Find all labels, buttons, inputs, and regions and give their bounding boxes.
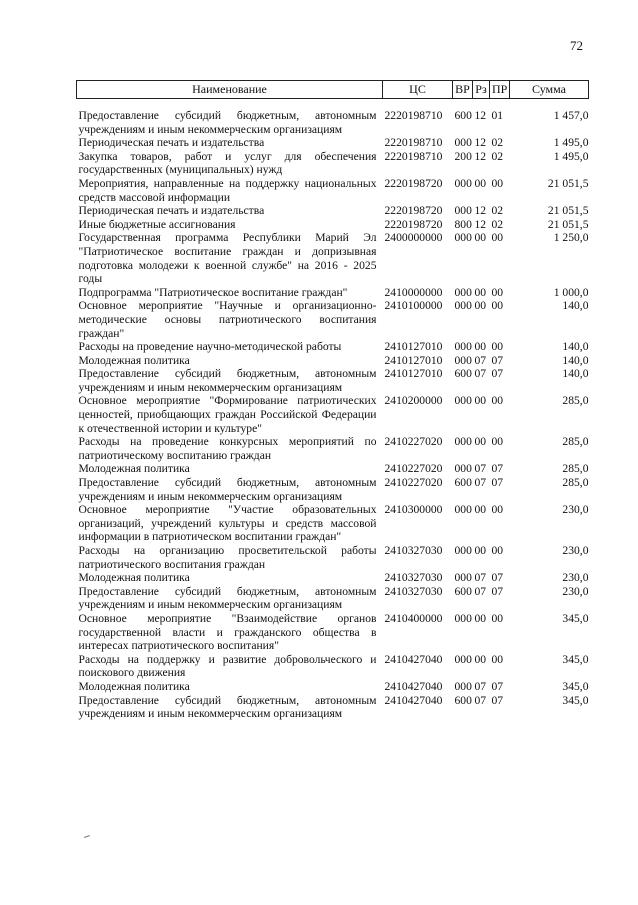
cell-name: Расходы на поддержку и развитие добровольческого и поискового движения	[78, 652, 377, 680]
cell-sum: 1 495,0	[553, 149, 589, 163]
cell-sum: 345,0	[562, 693, 589, 707]
cell-rz: 00	[474, 435, 487, 449]
cell-vr: 000	[454, 611, 472, 625]
cell-pr: 02	[491, 217, 504, 231]
cell-name: Молодежная политика	[78, 462, 190, 476]
cell-pr: 00	[491, 176, 504, 190]
cell-rz: 07	[474, 571, 487, 585]
cell-cs: 2410127010	[384, 367, 443, 381]
cell-name: Расходы на проведение научно-методической работы	[78, 340, 342, 354]
cell-vr: 000	[454, 435, 472, 449]
cell-name: Предоставление субсидий бюджетным, автономным учреждениям и иным некоммерческим организациям	[78, 109, 377, 136]
cell-rz: 00	[474, 611, 487, 625]
cell-name: Расходы на организацию просветительской работы патриотического воспитания граждан	[78, 544, 377, 571]
cell-vr: 000	[454, 285, 472, 299]
cell-pr: 07	[491, 693, 504, 707]
cell-name: Подпрограмма "Патриотическое воспитание граждан"	[78, 285, 348, 299]
cell-sum: 140,0	[562, 367, 589, 381]
table-row	[77, 150, 589, 177]
cell-rz: 07	[474, 679, 487, 693]
cell-rz: 07	[474, 462, 487, 476]
cell-pr: 07	[491, 584, 504, 598]
table-row	[77, 585, 589, 612]
table-row	[77, 544, 589, 571]
cell-sum: 230,0	[562, 544, 589, 557]
cell-vr: 000	[454, 462, 472, 476]
cell-vr: 600	[454, 109, 472, 122]
cell-sum: 345,0	[562, 652, 589, 666]
cell-sum: 21 051,5	[547, 176, 589, 190]
cell-name: Основное мероприятие "Взаимодействие органов государственной власти и гражданского общества в интересах патриотического воспитания"	[78, 611, 377, 653]
cell-vr: 800	[454, 217, 472, 231]
cell-cs: 2410427040	[384, 652, 443, 666]
cell-cs: 2400000000	[384, 231, 443, 245]
cell-pr: 07	[491, 476, 504, 490]
cell-sum: 285,0	[562, 394, 589, 408]
cell-vr: 000	[454, 353, 472, 367]
cell-cs: 2410227020	[384, 435, 443, 449]
cell-cs: 2410327030	[384, 584, 443, 598]
header-vr: ВР	[453, 81, 473, 99]
table-row	[77, 136, 589, 150]
cell-cs: 2220198710	[384, 149, 443, 163]
table-row	[77, 367, 589, 394]
table-body	[77, 99, 589, 721]
table-row	[77, 653, 589, 680]
cell-name: Молодежная политика	[78, 353, 190, 367]
cell-name: Молодежная политика	[78, 571, 190, 585]
cell-rz: 00	[474, 503, 487, 517]
cell-vr: 000	[454, 204, 472, 218]
cell-name: Молодежная политика	[78, 679, 190, 693]
cell-vr: 000	[454, 571, 472, 585]
cell-cs: 2410327030	[384, 544, 443, 557]
header-pr: ПР	[490, 81, 510, 99]
cell-pr: 00	[491, 231, 504, 245]
header-name: Наименование	[77, 81, 383, 99]
cell-rz: 00	[474, 299, 487, 313]
cell-vr: 000	[454, 679, 472, 693]
cell-pr: 00	[491, 544, 504, 557]
cell-pr: 00	[491, 285, 504, 299]
cell-rz: 00	[474, 394, 487, 408]
cell-cs: 2410427040	[384, 693, 443, 707]
cell-name: Закупка товаров, работ и услуг для обеспечения государственных (муниципальных) нужд	[78, 149, 377, 177]
cell-rz: 07	[474, 584, 487, 598]
cell-vr: 000	[454, 136, 472, 150]
cell-vr: 000	[454, 394, 472, 408]
cell-rz: 07	[474, 353, 487, 367]
cell-sum: 140,0	[562, 340, 589, 354]
cell-cs: 2410127010	[384, 353, 443, 367]
cell-pr: 00	[491, 435, 504, 449]
cell-cs: 2410400000	[384, 611, 443, 625]
cell-sum: 345,0	[562, 611, 589, 625]
cell-pr: 00	[491, 394, 504, 408]
table-row	[77, 204, 589, 218]
cell-vr: 600	[454, 693, 472, 707]
cell-name: Периодическая печать и издательства	[78, 136, 265, 150]
cell-pr: 00	[491, 611, 504, 625]
cell-sum: 1 495,0	[553, 136, 589, 150]
table-row	[77, 231, 589, 285]
cell-cs: 2220198720	[384, 217, 443, 231]
cell-sum: 1 250,0	[553, 231, 589, 245]
cell-pr: 00	[491, 652, 504, 666]
cell-sum: 345,0	[562, 679, 589, 693]
cell-name: Мероприятия, направленные на поддержку национальных средств массовой информации	[78, 176, 377, 204]
cell-rz: 00	[474, 340, 487, 354]
cell-sum: 230,0	[562, 503, 589, 517]
page-number: 72	[570, 38, 583, 53]
cell-cs: 2220198710	[384, 109, 443, 122]
cell-sum: 285,0	[562, 476, 589, 490]
cell-vr: 000	[454, 340, 472, 354]
cell-name: Предоставление субсидий бюджетным, автономным учреждениям и иным некоммерческим организациям	[78, 367, 377, 394]
header-cs: ЦС	[383, 81, 453, 99]
cell-pr: 00	[491, 503, 504, 517]
cell-sum: 21 051,5	[547, 217, 589, 231]
table-row	[77, 286, 589, 300]
cell-pr: 07	[491, 367, 504, 381]
cell-rz: 12	[474, 204, 487, 218]
cell-sum: 21 051,5	[547, 204, 589, 218]
cell-sum: 285,0	[562, 435, 589, 449]
cell-name: Иные бюджетные ассигнования	[78, 217, 236, 231]
cell-cs: 2220198720	[384, 176, 443, 190]
cell-rz: 00	[474, 544, 487, 557]
header-sum: Сумма	[510, 81, 589, 99]
cell-sum: 230,0	[562, 584, 589, 598]
cell-name: Государственная программа Республики Марий Эл "Патриотическое воспитание граждан и допризывная подготовка молодежи к военной службе" на 2016 - 2025 годы	[78, 231, 377, 286]
cell-name: Предоставление субсидий бюджетным, автономным учреждениям и иным некоммерческим организациям	[78, 476, 377, 503]
cell-vr: 600	[454, 584, 472, 598]
table-row	[77, 177, 589, 204]
cell-name: Периодическая печать и издательства	[78, 204, 265, 218]
cell-vr: 000	[454, 231, 472, 245]
cell-sum: 285,0	[562, 462, 589, 476]
cell-rz: 07	[474, 693, 487, 707]
table-row	[77, 99, 589, 137]
table-row	[77, 694, 589, 721]
cell-rz: 00	[474, 231, 487, 245]
cell-name: Основное мероприятие "Участие образовательных организаций, учреждений культуры и средств массовой информации в патриотическом воспитании граждан"	[78, 503, 377, 544]
cell-sum: 140,0	[562, 299, 589, 313]
budget-table	[76, 80, 589, 721]
table-row	[77, 340, 589, 354]
cell-cs: 2410427040	[384, 679, 443, 693]
cell-cs: 2410127010	[384, 340, 443, 354]
table-row	[77, 571, 589, 585]
cell-cs: 2220198720	[384, 204, 443, 218]
cell-sum: 230,0	[562, 571, 589, 585]
table-row	[77, 462, 589, 476]
cell-pr: 01	[491, 109, 504, 122]
cell-rz: 12	[474, 217, 487, 231]
table-header	[77, 81, 589, 99]
pen-mark	[84, 835, 90, 838]
cell-rz: 07	[474, 476, 487, 490]
cell-pr: 02	[491, 204, 504, 218]
cell-rz: 00	[474, 176, 487, 190]
cell-cs: 2410200000	[384, 394, 443, 408]
cell-pr: 07	[491, 462, 504, 476]
cell-sum: 1 457,0	[553, 109, 589, 122]
cell-cs: 2410227020	[384, 462, 443, 476]
cell-pr: 02	[491, 149, 504, 163]
cell-rz: 07	[474, 367, 487, 381]
cell-pr: 07	[491, 571, 504, 585]
cell-cs: 2410227020	[384, 476, 443, 490]
cell-vr: 000	[454, 544, 472, 557]
cell-rz: 00	[474, 652, 487, 666]
cell-rz: 00	[474, 285, 487, 299]
cell-cs: 2410000000	[384, 285, 443, 299]
cell-name: Предоставление субсидий бюджетным, автономным учреждениям и иным некоммерческим организациям	[78, 584, 377, 612]
cell-vr: 600	[454, 367, 472, 381]
cell-vr: 000	[454, 503, 472, 517]
cell-vr: 600	[454, 476, 472, 490]
header-rz: Рз	[473, 81, 490, 99]
cell-pr: 00	[491, 340, 504, 354]
table-row	[77, 218, 589, 232]
cell-cs: 2410300000	[384, 503, 443, 517]
cell-sum: 140,0	[562, 353, 589, 367]
table-row	[77, 354, 589, 368]
cell-pr: 00	[491, 299, 504, 313]
cell-name: Основное мероприятие "Научные и организационно-методические основы патриотического воспитания граждан"	[78, 299, 377, 340]
cell-name: Расходы на проведение конкурсных мероприятий по патриотическому воспитанию граждан	[78, 435, 377, 462]
cell-rz: 12	[474, 149, 487, 163]
table-row	[77, 612, 589, 653]
cell-cs: 2220198710	[384, 136, 443, 150]
cell-pr: 07	[491, 679, 504, 693]
cell-cs: 2410100000	[384, 299, 443, 313]
cell-vr: 000	[454, 299, 472, 313]
cell-vr: 000	[454, 176, 472, 190]
cell-vr: 200	[454, 149, 472, 163]
table-row	[77, 299, 589, 340]
cell-vr: 000	[454, 652, 472, 666]
cell-name: Основное мероприятие "Формирование патриотических ценностей, приобщающих граждан Российской Федерации к отечественной истории и культуре"	[78, 394, 377, 435]
cell-pr: 02	[491, 136, 504, 150]
cell-sum: 1 000,0	[553, 285, 589, 299]
cell-rz: 12	[474, 136, 487, 150]
cell-pr: 07	[491, 353, 504, 367]
cell-cs: 2410327030	[384, 571, 443, 585]
table-row	[77, 503, 589, 544]
table-row	[77, 394, 589, 435]
table-row	[77, 680, 589, 694]
cell-rz: 12	[474, 109, 487, 122]
table-row	[77, 435, 589, 462]
cell-name: Предоставление субсидий бюджетным, автономным учреждениям и иным некоммерческим организациям	[78, 693, 377, 721]
table-row	[77, 476, 589, 503]
